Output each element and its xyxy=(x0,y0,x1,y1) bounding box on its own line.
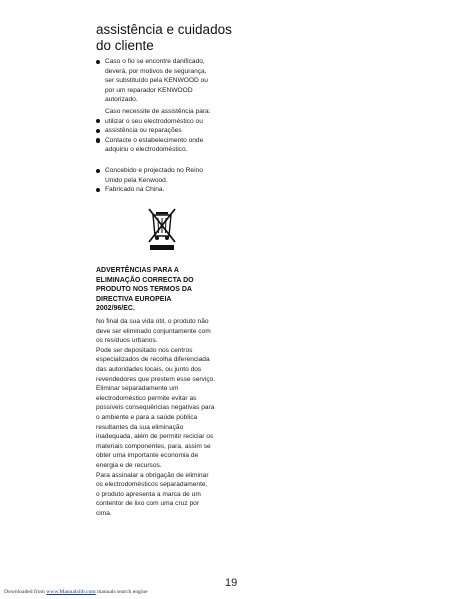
disposal-heading xyxy=(96,266,194,314)
text-line: assistência ou reparações xyxy=(105,127,182,135)
text-line: por um reparador KENWOOD xyxy=(105,86,193,94)
text-line: energia e de recursos. xyxy=(96,461,162,469)
text-line: das autoridades locais, ou junto dos xyxy=(96,365,202,373)
text-line: Concebido e projectado no Reino xyxy=(105,166,203,174)
bullet-dot-icon xyxy=(96,188,100,192)
heading-line: DIRECTIVA EUROPEIA xyxy=(96,295,172,303)
bullet-power-cord xyxy=(96,57,211,105)
assistance-intro: Caso necessite de assistência para: xyxy=(105,107,211,115)
bullet-dot-icon xyxy=(96,169,100,173)
text-line: obter uma importante economia de xyxy=(96,452,199,460)
text-line: especializados de recolha diferenciada xyxy=(96,356,210,364)
text-line: ser substituído pela KENWOOD ou xyxy=(105,77,208,85)
footer-suffix: manuals search engine xyxy=(95,589,148,595)
heading-line: 2002/96/EC. xyxy=(96,305,135,313)
text-line: Para assinalar a obrigação de eliminar xyxy=(96,471,209,479)
section-title-line-1: assistência e cuidados xyxy=(96,22,232,37)
text-line: deve ser eliminado conjuntamente com xyxy=(96,327,211,335)
text-line: Eliminar separadamente um xyxy=(96,385,179,393)
text-line: os resíduos urbanos. xyxy=(96,337,158,345)
text-line: Fabricado na China. xyxy=(105,186,165,194)
text-line: materiais componentes, para, assim se xyxy=(96,442,211,450)
text-line: electrodoméstico permite evitar as xyxy=(96,394,197,402)
text-line: os electrodomésticos separadamente, xyxy=(96,481,208,489)
text-line: contentor de lixo com uma cruz por xyxy=(96,500,199,508)
text-line: adquiriu o electrodoméstico. xyxy=(105,146,188,154)
page-number: 19 xyxy=(225,577,238,589)
text-line: resultantes da sua eliminação xyxy=(96,423,184,431)
heading-line: ADVERTÊNCIAS PARA A xyxy=(96,267,179,274)
text-line: revendedores que prestem esse serviço. xyxy=(96,375,216,383)
bullet-designed-uk xyxy=(96,166,211,185)
text-line: inadequada, além de permitir reciclar os xyxy=(96,433,214,441)
download-footer xyxy=(4,589,148,595)
crossed-out-wheelie-bin-icon xyxy=(146,207,178,251)
bullet-repairs xyxy=(96,126,211,136)
text-line: utilizar o seu electrodoméstico ou xyxy=(105,117,203,125)
manualslib-link[interactable]: www.Manualslib.com xyxy=(46,589,96,595)
care-section xyxy=(96,57,211,195)
bullet-dot-icon xyxy=(96,60,100,64)
bullet-contact-store xyxy=(96,136,211,155)
text-line: cima. xyxy=(96,509,112,517)
disposal-paragraph xyxy=(96,317,215,518)
text-line: deverá, por motivos de segurança, xyxy=(105,67,207,75)
footer-prefix: Downloaded from xyxy=(4,589,47,595)
text-line: No final da sua vida útil, o produto não xyxy=(96,318,209,325)
bullet-dot-icon xyxy=(96,138,100,142)
bullet-dot-icon xyxy=(96,129,100,133)
text-line: Caso o fio se encontre danificado, xyxy=(105,58,205,65)
text-line: Contacte o estabelecimento onde xyxy=(105,136,204,144)
text-line: Pode ser depositado nos centros xyxy=(96,346,193,354)
text-line: autorizado. xyxy=(105,96,138,104)
heading-line: ELIMINAÇÃO CORRECTA DO xyxy=(96,276,194,284)
heading-line: PRODUTO NOS TERMOS DA xyxy=(96,286,192,294)
bullet-made-in-china xyxy=(96,185,211,195)
bullet-use-appliance xyxy=(96,117,211,127)
bullet-dot-icon xyxy=(96,119,100,123)
text-line: possíveis consequências negativas para xyxy=(96,404,215,412)
section-title-line-2: do cliente xyxy=(96,38,154,53)
text-line: o produto apresenta a marca de um xyxy=(96,490,201,498)
text-line: Unido pela Kenwood. xyxy=(105,176,168,184)
section-title xyxy=(96,22,296,54)
text-line: o ambiente e para a saúde pública xyxy=(96,413,198,421)
